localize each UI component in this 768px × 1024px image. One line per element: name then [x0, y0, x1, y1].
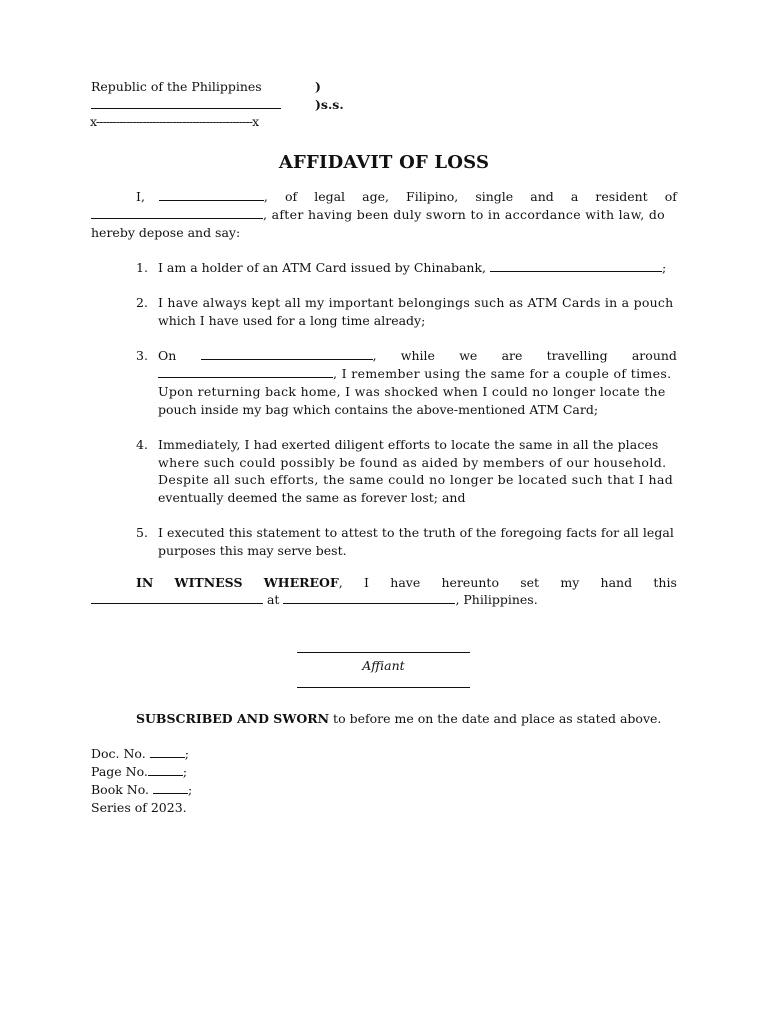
intro-word: single [475, 189, 514, 204]
intro-word: I, [136, 189, 145, 204]
witness-word: this [653, 575, 677, 590]
intro-word: a [570, 189, 579, 204]
intro-line-3: hereby depose and say: [91, 225, 241, 240]
item-number: 2. [136, 295, 148, 310]
item-5-line-2: purposes this may serve best. [158, 543, 347, 558]
item-3-word: while [400, 348, 435, 363]
witness-line-2 [91, 592, 538, 607]
item-1-text: I am a holder of an ATM Card issued by Chinabank, [158, 260, 487, 275]
witness-word: IN [136, 575, 154, 590]
book-no [91, 782, 192, 797]
date-blank [201, 348, 373, 360]
subscribed-rest: to before me on the date and place as stated above. [329, 711, 662, 726]
intro-comma: , [263, 189, 268, 204]
header-blank-line [91, 108, 281, 109]
doc-no [91, 746, 189, 761]
intro-line-2 [91, 207, 665, 222]
intro-word: and [530, 189, 554, 204]
item-3-word: around [631, 348, 677, 363]
witness-at: at [266, 592, 280, 607]
item-4-line-1: Immediately, I had exerted diligent efforts to locate the same in all the places [158, 437, 659, 452]
item-number: 4. [136, 437, 148, 452]
witness-word: WHEREOF [263, 575, 339, 590]
intro-word: age, [362, 189, 389, 204]
item-5-line-1: I executed this statement to attest to the truth of the foregoing facts for all legal [158, 525, 674, 540]
item-3-comma: , [372, 348, 377, 363]
book-no-blank [153, 782, 188, 794]
item-number: 1. [136, 260, 148, 275]
doc-no-semi: ; [184, 746, 189, 761]
item-2-line-2: which I have used for a long time already; [158, 313, 426, 328]
name-blank [159, 189, 264, 201]
witness-word: hand [600, 575, 633, 590]
page-no-blank [148, 764, 183, 776]
item-1-end: ; [662, 260, 667, 275]
witness-comma: , [338, 575, 343, 590]
intro-word: legal [314, 189, 346, 204]
intro-word: of [664, 189, 677, 204]
witness-word: I [364, 575, 369, 590]
witness-word: WITNESS [174, 575, 243, 590]
series: Series of 2023. [91, 800, 187, 815]
item-3-word: On [158, 348, 177, 363]
affiant-label: Affiant [362, 658, 405, 673]
book-no-semi: ; [188, 782, 193, 797]
item-4-line-2: where such could possibly be found as aided by members of our household. [158, 455, 667, 470]
header-ss: )s.s. [315, 97, 344, 112]
item-3-line-3: Upon returning back home, I was shocked when I could no longer locate the [158, 384, 666, 399]
intro-line-2-text: , after having been duly sworn to in accordance with law, do [263, 207, 665, 222]
witness-line-1 [136, 575, 677, 590]
item-3-word: are [501, 348, 523, 363]
item-3-word: travelling [546, 348, 608, 363]
item-2-line-1: I have always kept all my important belongings such as ATM Cards in a pouch [158, 295, 674, 310]
item-4-line-4: eventually deemed the same as forever lost; and [158, 490, 466, 505]
intro-word: of [284, 189, 298, 204]
witness-word: my [560, 575, 580, 590]
header-republic: Republic of the Philippines [91, 79, 262, 94]
affiant-name-line [297, 687, 470, 688]
doc-no-label: Doc. No. [91, 746, 146, 761]
item-3-word: we [459, 348, 478, 363]
witness-word: hereunto [441, 575, 499, 590]
item-3-line-1 [158, 348, 677, 363]
witness-word: set [520, 575, 540, 590]
subscribed-bold: SUBSCRIBED AND SWORN [136, 711, 330, 726]
item-3-line-2-text: , I remember using the same for a couple of times. [333, 366, 672, 381]
book-no-label: Book No. [91, 782, 150, 797]
residence-blank [91, 207, 263, 219]
intro-word: resident [595, 189, 648, 204]
item-number: 5. [136, 525, 148, 540]
item-1 [158, 260, 666, 275]
place-blank [158, 366, 333, 378]
witness-place-blank [283, 592, 455, 604]
item-3-line-4: pouch inside my bag which contains the above-mentioned ATM Card; [158, 402, 599, 417]
affiant-signature-line [297, 652, 470, 653]
header-paren: ) [315, 79, 321, 94]
item-3-line-2 [158, 366, 671, 381]
intro-word: Filipino, [406, 189, 459, 204]
witness-date-blank [91, 592, 263, 604]
witness-end: , Philippines. [455, 592, 538, 607]
subscribed-sworn [136, 711, 661, 726]
doc-no-blank [150, 746, 185, 758]
page-no [91, 764, 187, 779]
page-title: AFFIDAVIT OF LOSS [278, 152, 490, 173]
page-no-label: Page No. [91, 764, 148, 779]
intro-line-1 [91, 189, 677, 204]
item-4-line-3: Despite all such efforts, the same could no longer be located such that I had [158, 472, 674, 487]
bank-branch-blank [490, 260, 662, 272]
header-x-line: x-----------------------------------------------x [90, 114, 259, 129]
witness-word: have [390, 575, 421, 590]
item-number: 3. [136, 348, 148, 363]
page-no-semi: ; [182, 764, 188, 779]
